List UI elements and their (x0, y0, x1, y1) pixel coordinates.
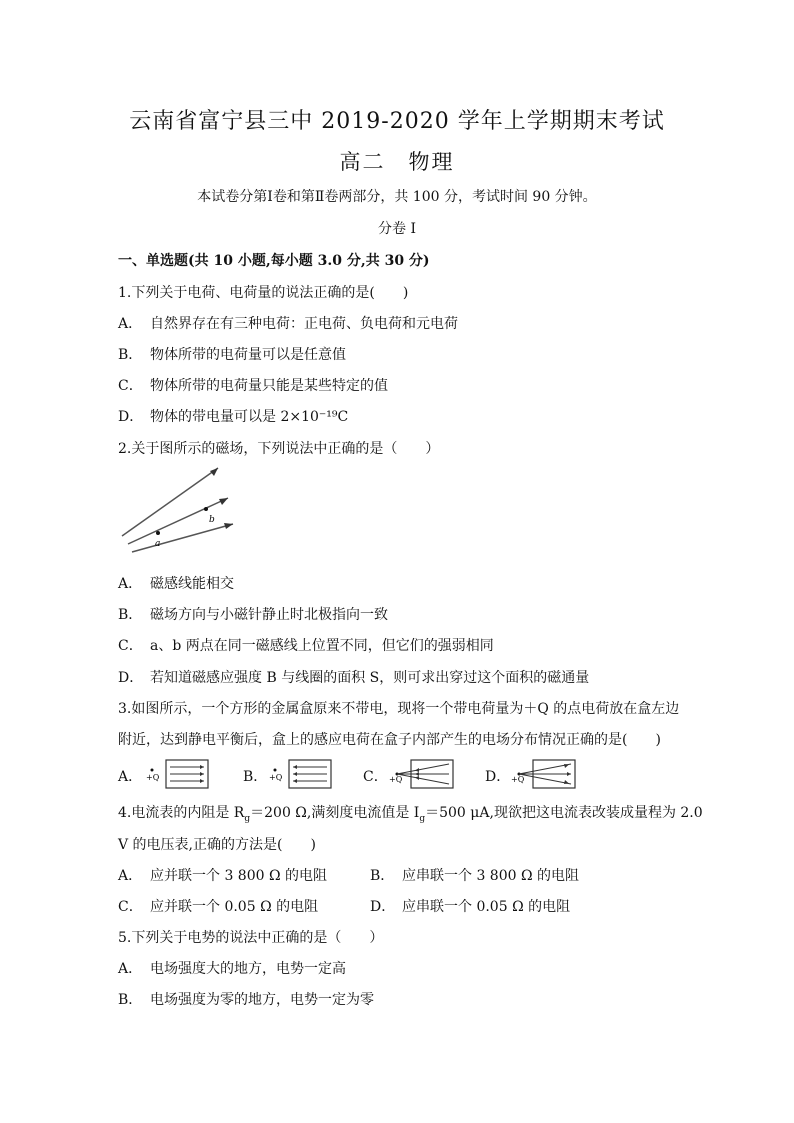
q4-option-d: D． 应串联一个 0.05 Ω 的电阻 (370, 899, 571, 915)
q3-stem-line1: 3.如图所示，一个方形的金属盒原来不带电，现将一个带电荷量为＋Q 的点电荷放在盒左边 (118, 701, 680, 717)
q5-stem: 5.下列关于电势的说法中正确的是（ ） (118, 930, 384, 946)
q4-options-row2 (118, 896, 678, 916)
q1-option-a: A． 自然界存在有三种电荷：正电荷、负电荷和元电荷 (118, 316, 458, 332)
q2-option-c: C． a、b 两点在同一磁感线上位置不同，但它们的强弱相同 (118, 638, 494, 654)
q2-option-a: A． 磁感线能相交 (118, 576, 234, 592)
q1-option-d: D． 物体的带电量可以是 2×10⁻¹⁹C (118, 409, 349, 425)
q4-stem-line2: V 的电压表,正确的方法是( ) (118, 837, 316, 853)
q1-stem: 1.下列关于电荷、电荷量的说法正确的是( ) (118, 285, 409, 301)
q3-options (118, 756, 588, 792)
q3-stem-line2: 附近，达到静电平衡后，盒上的感应电荷在盒子内部产生的电场分布情况正确的是( ) (118, 732, 661, 748)
q4-option-b: B． 应串联一个 3 800 Ω 的电阻 (370, 868, 580, 884)
point-b-label: b (209, 515, 215, 525)
svg-text:+Q: +Q (269, 773, 283, 782)
section-heading: 一、单选题(共 10 小题,每小题 3.0 分,共 30 分) (118, 253, 430, 269)
q5-option-b: B． 电场强度为零的地方，电势一定为零 (118, 992, 374, 1008)
exam-note: 本试卷分第Ⅰ卷和第Ⅱ卷两部分，共 100 分，考试时间 90 分钟。 (197, 189, 597, 205)
q4-stem-line1: 4.电流表的内阻是 $R_g=200$ Ω,满刻度电流值是 $I_g=500$ μA,现欲把这电流表改装成量程为 2.0 (118, 805, 703, 824)
q2-stem: 2.关于图所示的磁场，下列说法中正确的是（ ） (118, 441, 440, 457)
svg-text:+Q: +Q (146, 773, 160, 782)
q4-option-a: A． 应并联一个 3 800 Ω 的电阻 (118, 868, 328, 884)
q3-option-a: A． +Q (118, 756, 213, 792)
magnetic-field-figure (118, 462, 248, 556)
part-label: 分卷 I (378, 221, 416, 237)
svg-text:+Q: +Q (511, 775, 525, 784)
point-a-label: a (155, 539, 161, 549)
q3-option-b: B． +Q (243, 756, 338, 792)
q5-option-a: A． 电场强度大的地方，电势一定高 (118, 961, 346, 977)
exam-title: 云南省富宁县三中 2019-2020 学年上学期期末考试 (129, 109, 665, 134)
exam-subtitle: 高二 物理 (339, 150, 455, 174)
q3-option-c: C． +Q (363, 756, 463, 792)
q4-option-c: C． 应并联一个 0.05 Ω 的电阻 (118, 899, 319, 915)
q2-option-b: B． 磁场方向与小磁针静止时北极指向一致 (118, 607, 388, 623)
svg-text:+Q: +Q (389, 775, 403, 784)
q3-option-d: D． +Q (485, 756, 585, 792)
q2-option-d: D． 若知道磁感应强度 B 与线圈的面积 S，则可求出穿过这个面积的磁通量 (118, 670, 590, 686)
q1-option-b: B． 物体所带的电荷量可以是任意值 (118, 347, 346, 363)
q4-options-row1 (118, 865, 678, 885)
q1-option-c: C． 物体所带的电荷量只能是某些特定的值 (118, 378, 388, 394)
